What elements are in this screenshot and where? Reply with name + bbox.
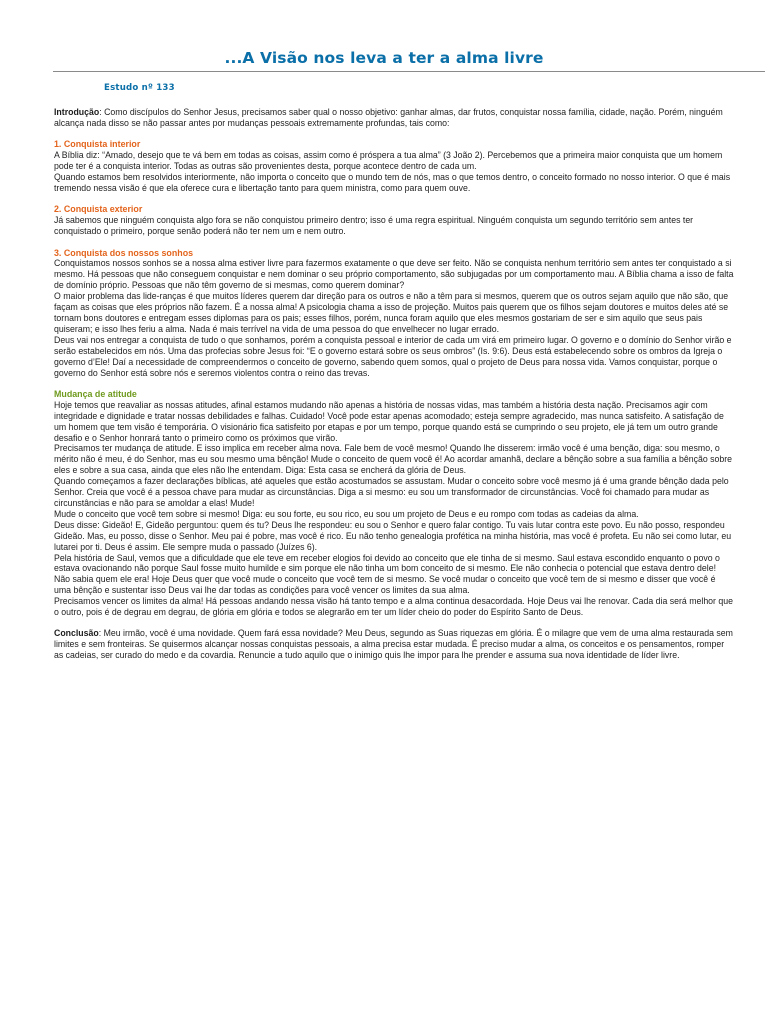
paragraph: Pela história de Saul, vemos que a dificuldade que ele teve em receber elogios foi devido ao conceito que ele tinha de si mesmo. Saul estava escondido enquanto o povo o estava ovacionando não porque Saul fosse muito humilde e sim porque ele não tinha um bom conceito de si mesmo. Ele não conhecia o potencial que estava dentro dele! Não sabia quem ele era! Hoje Deus quer que você mude o conceito que você tem de si mesmo. Se você mudar o conceito que você tem de si mesmo e disser que você é uma bênção e sustentar isso Deus vai lhe dar todas as condições para você vencer os limites da sua alma. bbox=[54, 552, 720, 596]
intro-text: : Como discípulos do Senhor Jesus, precisamos saber qual o nosso objetivo: ganhar almas, dar frutos, conquistar nossa família, cidade, nação. Porém, ninguém alcança nada disso se não passar antes por mudanças pessoais extremamente profundas, tais como: bbox=[54, 107, 723, 128]
conclusion-text: : Meu irmão, você é uma novidade. Quem fará essa novidade? Meu Deus, segundo as Suas riquezas em glória. É o milagre que vem de uma alma restaurada sem limites e sem fronteiras. Se quisermos alcançar nossas conquistas pessoais, a alma precisa estar mudada. É preciso mudar a alma, os conceitos e os pensamentos, romper as cadeias, ser curado do medo e da covardia. Renuncie a tudo aquilo que o inimigo quis lhe impor para lhe prender e assuma sua nova identidade de líder livre. bbox=[54, 628, 733, 661]
paragraph: Deus disse: Gideão! E, Gideão perguntou: quem és tu? Deus lhe respondeu: eu sou o Senhor e quero falar contigo. Tu vais lutar contra este povo. Eu não posso, respondeu Gideão. Mas, eu posso, disse o Senhor. Meu pai é pobre, mas você é rico. Eu não tenho genealogia profética na minha história, mas você é profeta. Eu não sei como lutar, eu lutarei por ti. Deus é assim. Ele sempre muda o passado (Juízes 6). bbox=[54, 519, 732, 552]
section-heading: 3. Conquista dos nossos sonhos bbox=[54, 247, 194, 258]
paragraph: O maior problema das lide-ranças é que muitos líderes querem dar direção para os outros e não a têm para si mesmos, querem que os outros sejam aquilo que não são, que façam as coisas que eles próprios não fazem. É a nossa alma! A psicologia chama a isso de projeção. Muitos pais querem que os filhos sejam doutores e muitos deles até se tornam bons doutores e entregam esses diplomas para os pais; esses filhos, porém, nunca foram aquilo que eles mesmos gostariam de ser e sim aquilo que seus pais quiseram; e isso lhes feriu a alma. Nada é mais terrível na vida de uma pessoa do que envelhecer no lugar errado. bbox=[54, 291, 729, 334]
paragraph: Hoje temos que reavaliar as nossas atitudes, afinal estamos mudando não apenas a história de nossas vidas, mas também a história desta nação. Precisamos agir com integridade e dignidade e tratar nossas debilidades e falhas. Cuidado! Você pode estar apenas acomodado; esteja sempre agradecido, mas nunca satisfeito. A satisfação de um homem que tem visão é temporária. O visionário fica satisfeito por etapas e por um tempo, porque quando está se cumprindo o seu projeto, ele já tem um outro grande desafio e o Senhor honrará tanto o primeiro como os próximos que virão. bbox=[54, 399, 724, 443]
paragraph: Já sabemos que ninguém conquista algo fora se não conquistou primeiro dentro; isso é uma regra espiritual. Ninguém conquista um segundo território sem antes ter conquistado o primeiro, porque senão poderá não ter nem um e nem outro. bbox=[54, 215, 694, 237]
paragraph: Precisamos vencer os limites da alma! Há pessoas andando nessa visão há tanto tempo e a alma continua desacordada. Hoje Deus vai lhe renovar. Cada dia será melhor que o outro, pois é de degrau em degrau, de glória em glória e todos se alegrarão em ter um líder cheio do poder do Espírito Santo de Deus. bbox=[54, 596, 733, 618]
section-heading: Mudança de atitude bbox=[54, 388, 137, 399]
section-conquista-exterior bbox=[54, 204, 734, 237]
intro-paragraph bbox=[54, 107, 734, 129]
conclusion-paragraph bbox=[54, 628, 734, 661]
paragraph: Deus vai nos entregar a conquista de tudo o que sonhamos, porém a conquista pessoal e interior de cada um virá em primeiro lugar. O governo e o domínio do Senhor virão e serão estabelecidos em nós. Uma das profecias sobre Jesus foi: “E o governo estará sobre os seus ombros” (Is. 9:6). Deus está estabelecendo sobre os ombros da Igreja o governo d’Ele! Daí a necessidade de compreendermos o conceito de governo, sabendo quem somos, qual o projeto de Deus para nossa vida. Vamos conquistar, porque o governo do Senhor está sobre nós e seremos violentos contra o reino das trevas. bbox=[54, 334, 732, 378]
conclusion-section bbox=[54, 628, 734, 661]
document-body bbox=[54, 107, 734, 672]
title-divider bbox=[53, 71, 765, 72]
paragraph: Precisamos ter mudança de atitude. E isso implica em receber alma nova. Fale bem de você mesmo! Quando lhe disserem: irmão você é uma benção, diga: sou mesmo, o mérito não é meu, é do Senhor, mas eu sou mesmo uma bênção! Mude o conceito de quem você é! Ao acordar amanhã, declare a bênção sobre a sua família a bênção sobre eles e sobre a sua casa, ainda que eles não lhe entendam. Diga: Esta casa se encherá da glória de Deus. bbox=[54, 443, 733, 476]
paragraph: Mude o conceito que você tem sobre si mesmo! Diga: eu sou forte, eu sou rico, eu sou um projeto de Deus e eu rompo com todas as cadeias da alma. bbox=[54, 508, 639, 519]
section-conquista-sonhos bbox=[54, 248, 734, 379]
conclusion-label: Conclusão bbox=[54, 628, 99, 639]
section-conquista-interior bbox=[54, 139, 734, 194]
section-heading: 1. Conquista interior bbox=[54, 139, 141, 150]
study-number: Estudo nº 133 bbox=[104, 83, 175, 93]
section-mudanca-atitude bbox=[54, 389, 734, 618]
intro-section bbox=[54, 107, 734, 129]
page-title: ...A Visão nos leva a ter a alma livre bbox=[224, 49, 544, 67]
paragraph: Quando começamos a fazer declarações bíblicas, até aqueles que estão acostumados se assustam. Mudar o conceito sobre você mesmo já é uma grande bênção dada pelo Senhor. Creia que você é a pessoa chave para mudar as circunstâncias. Diga a si mesmo: eu sou um transformador de circunstâncias. Você foi chamado para mudar as circunstâncias e não para se amoldar a elas! Mude! bbox=[54, 476, 729, 508]
section-heading: 2. Conquista exterior bbox=[54, 204, 143, 215]
paragraph: Quando estamos bem resolvidos interiormente, não importa o conceito que o mundo tem de nós, mas o que temos dentro, o conceito formado no nosso interior. O que é mais tremendo nessa visão é que ela oferece cura e libertação tanto para quem ministra, como para quem ouve. bbox=[54, 172, 731, 193]
intro-label: Introdução bbox=[54, 107, 100, 117]
paragraph: A Bíblia diz: “Amado, desejo que te vá bem em todas as coisas, assim como é próspera a tua alma” (3 João 2). Percebemos que a primeira maior conquista que um homem pode ter é a conquista interior. Todas as outras são provenientes desta, porque acontece dentro de cada um. bbox=[54, 150, 723, 172]
paragraph: Conquistamos nossos sonhos se a nossa alma estiver livre para fazermos exatamente o que deve ser feito. Não se conquista nenhum território sem antes ter conquistado a si mesmo. Há pessoas que não conseguem conquistar e nem dominar o seu próprio comportamento, são subjugadas por um comportamento mau. A Bíblia chama a isso de falta de domínio próprio. Pessoas que não têm governo de si mesmas, como querem dominar? bbox=[54, 258, 734, 291]
